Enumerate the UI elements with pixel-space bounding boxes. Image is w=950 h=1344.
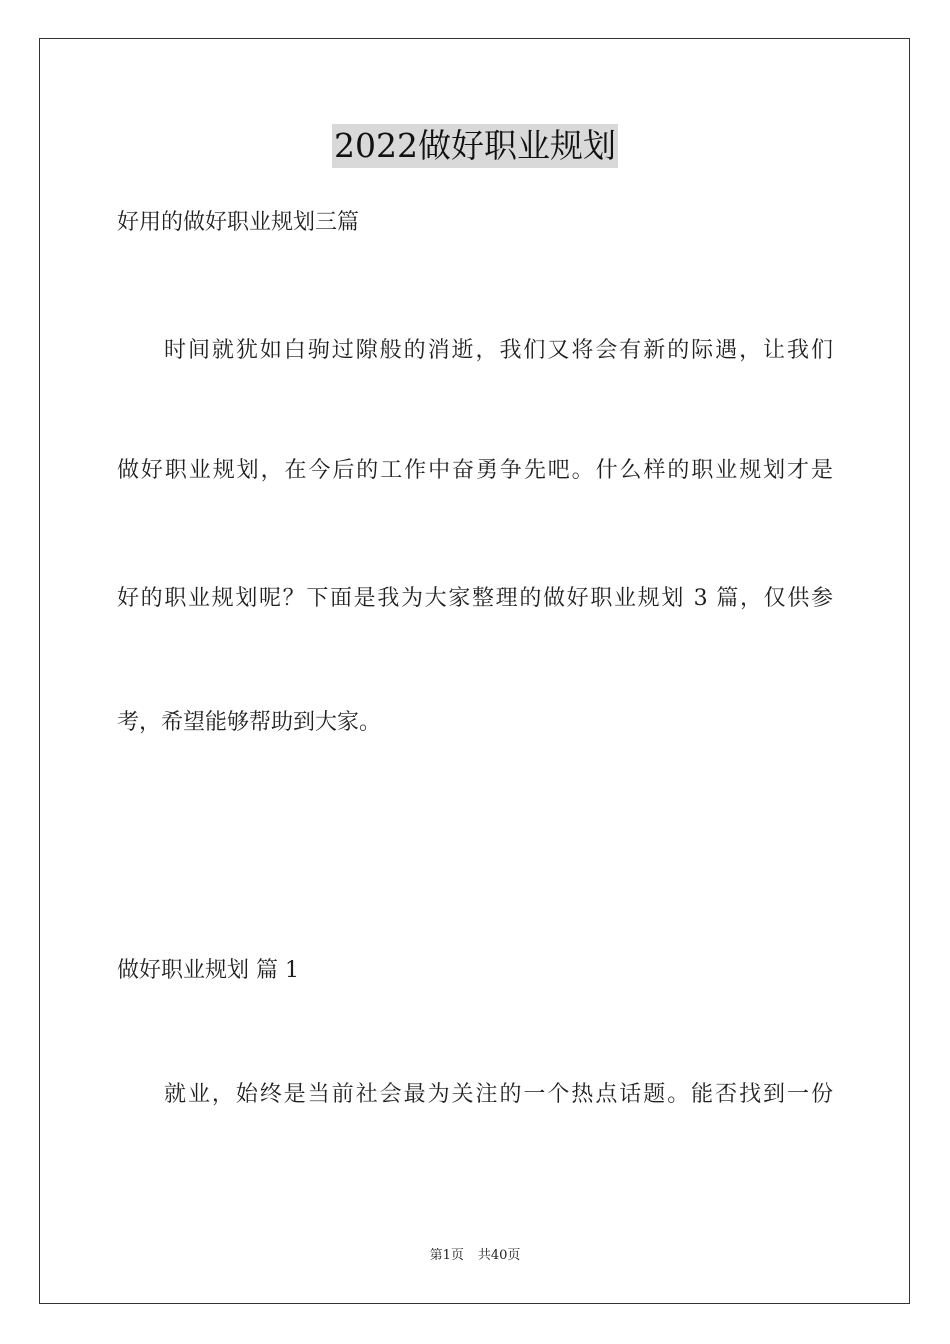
section-heading: 做好职业规划 篇 1 <box>117 958 299 983</box>
document-subtitle: 好用的做好职业规划三篇 <box>117 210 360 235</box>
intro-line-2: 做好职业规划，在今后的工作中奋勇争先吧。什么样的职业规划才是 <box>117 458 833 483</box>
document-title: 2022做好职业规划 <box>332 124 618 168</box>
title-container <box>0 124 950 168</box>
intro-line-4: 考，希望能够帮助到大家。 <box>117 710 382 735</box>
intro-line-3: 好的职业规划呢？下面是我为大家整理的做好职业规划 3 篇，仅供参 <box>117 586 833 611</box>
page-footer <box>0 1247 950 1265</box>
page-total: 共40页 <box>477 1248 521 1263</box>
intro-line-1: 时间就犹如白驹过隙般的消逝，我们又将会有新的际遇，让我们 <box>164 338 833 363</box>
section-paragraph-line-1: 就业，始终是当前社会最为关注的一个热点话题。能否找到一份 <box>164 1082 833 1107</box>
page-number: 第1页 <box>429 1248 464 1263</box>
